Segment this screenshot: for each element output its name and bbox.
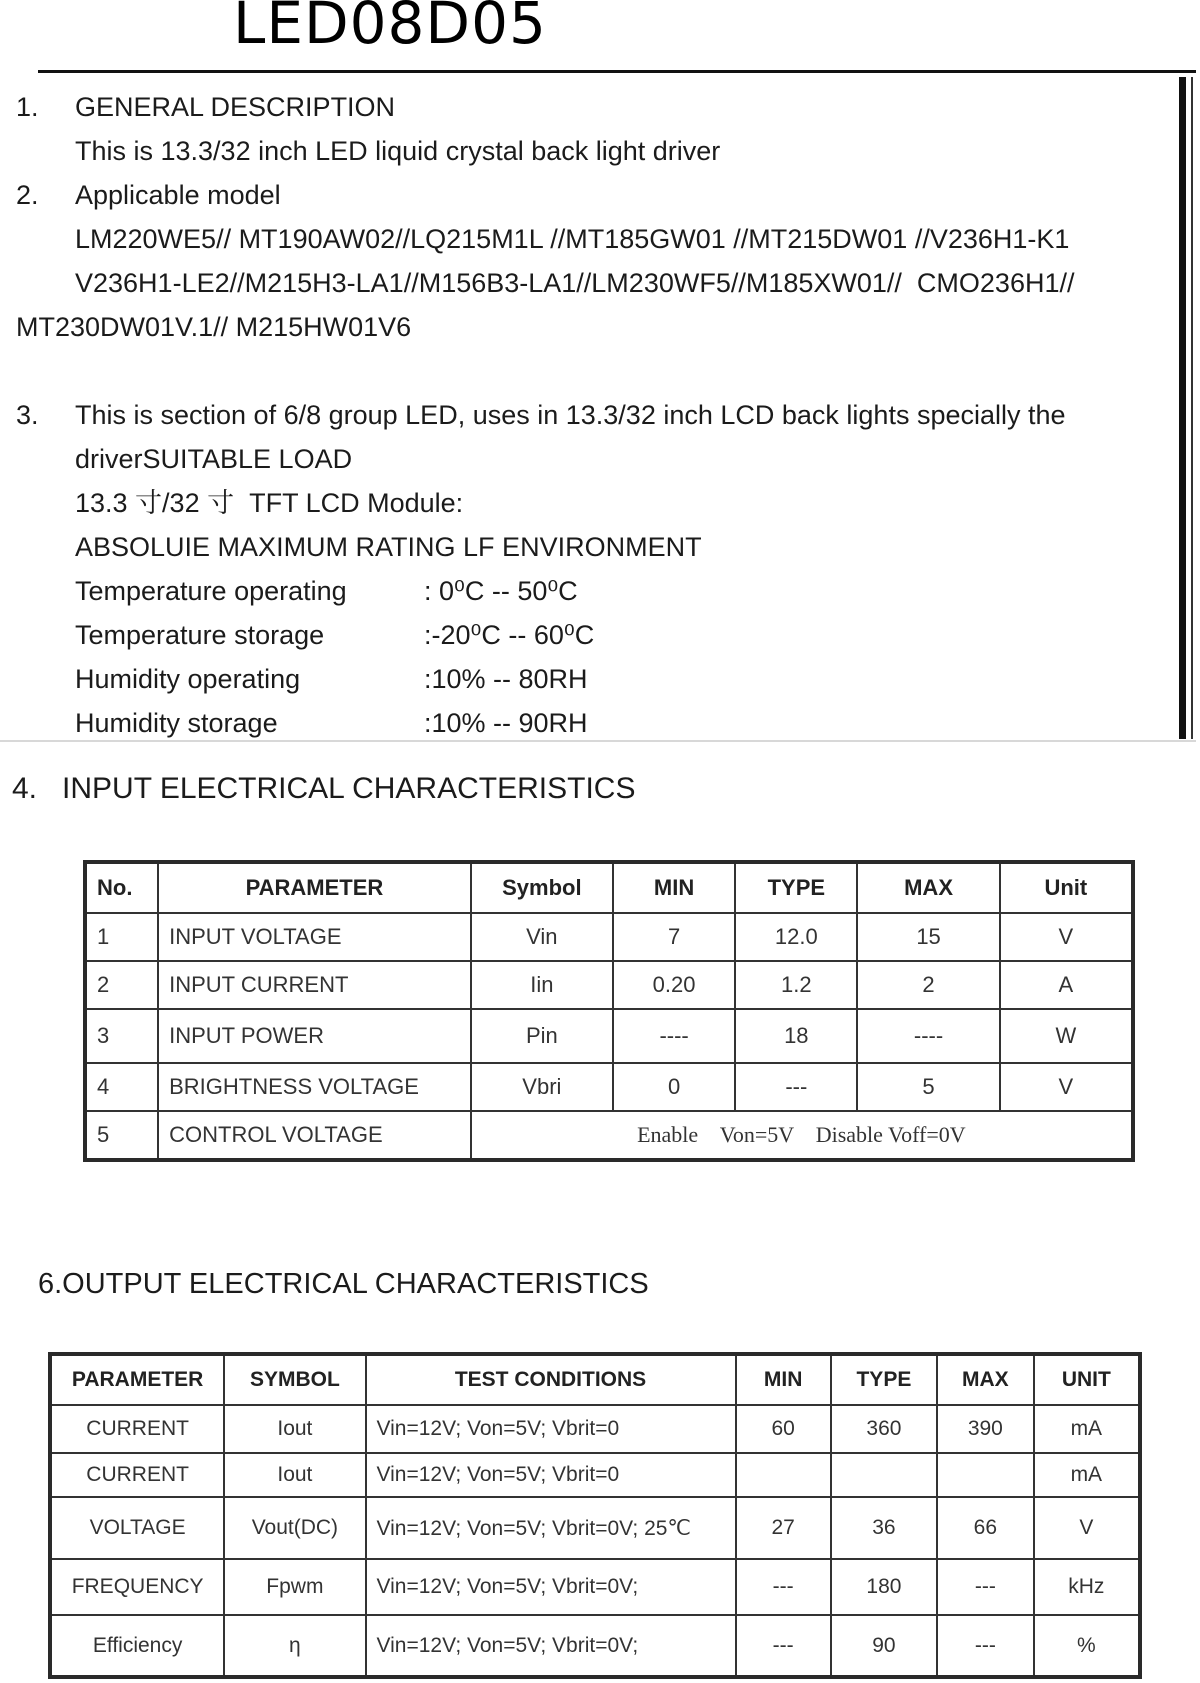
env-value-temp-operating: : 0⁰C -- 50⁰C: [424, 576, 578, 606]
section-3-line-3: 13.3 寸/32 寸 TFT LCD Module:: [75, 488, 464, 518]
input-header-min: MIN: [613, 862, 735, 913]
output-cell: 60: [736, 1405, 831, 1453]
output-cell: mA: [1034, 1453, 1140, 1497]
section-3-number: 3.: [16, 400, 39, 430]
input-header-type: TYPE: [735, 862, 857, 913]
input-cell: ---: [735, 1063, 857, 1111]
input-cell: 1.2: [735, 961, 857, 1009]
output-header-unit: UNIT: [1034, 1354, 1140, 1405]
section-4-heading: 4. INPUT ELECTRICAL CHARACTERISTICS: [12, 772, 636, 805]
output-cell: %: [1034, 1615, 1140, 1677]
input-cell: Pin: [471, 1009, 613, 1063]
section-1-heading: GENERAL DESCRIPTION: [75, 92, 396, 122]
output-cell: η: [224, 1615, 365, 1677]
output-cell: [831, 1453, 937, 1497]
output-cell: mA: [1034, 1405, 1140, 1453]
section-3-line-2: driverSUITABLE LOAD: [75, 444, 353, 474]
title-rule: [38, 70, 1196, 73]
output-cell: Iout: [224, 1405, 365, 1453]
output-cell: 36: [831, 1497, 937, 1559]
output-characteristics-table: [48, 1352, 1142, 1679]
table-row: [85, 1063, 1133, 1111]
output-header-symbol: SYMBOL: [224, 1354, 365, 1405]
output-cell: [736, 1453, 831, 1497]
right-border-line: [1191, 77, 1193, 739]
table-row: [50, 1453, 1140, 1497]
input-header-unit: Unit: [1000, 862, 1133, 913]
input-cell: V: [1000, 1063, 1133, 1111]
input-header-parameter: PARAMETER: [158, 862, 471, 913]
input-cell: INPUT CURRENT: [158, 961, 471, 1009]
output-cell: Fpwm: [224, 1559, 365, 1615]
section-2-number: 2.: [16, 180, 39, 210]
output-cell: 390: [937, 1405, 1034, 1453]
output-header-test-conditions: TEST CONDITIONS: [366, 1354, 736, 1405]
env-label-humidity-operating: Humidity operating: [75, 664, 301, 694]
env-value-humidity-operating: :10% -- 80RH: [424, 664, 588, 694]
output-cell: kHz: [1034, 1559, 1140, 1615]
table-row: [50, 1559, 1140, 1615]
input-cell: 3: [85, 1009, 158, 1063]
table-row: [85, 913, 1133, 961]
output-cell: 360: [831, 1405, 937, 1453]
output-cell: 90: [831, 1615, 937, 1677]
output-cell: 180: [831, 1559, 937, 1615]
input-cell: A: [1000, 961, 1133, 1009]
input-cell: 15: [857, 913, 999, 961]
input-cell: Iin: [471, 961, 613, 1009]
input-cell: 7: [613, 913, 735, 961]
section-1-number: 1.: [16, 92, 39, 122]
input-cell: Vin: [471, 913, 613, 961]
output-cell: 27: [736, 1497, 831, 1559]
input-header-no: No.: [85, 862, 158, 913]
output-cell: CURRENT: [50, 1453, 224, 1497]
input-cell: 4: [85, 1063, 158, 1111]
input-header-symbol: Symbol: [471, 862, 613, 913]
output-cell: ---: [937, 1559, 1034, 1615]
table-row: [50, 1405, 1140, 1453]
input-cell: 0: [613, 1063, 735, 1111]
table-row: [85, 1111, 1133, 1160]
input-cell: 18: [735, 1009, 857, 1063]
env-value-humidity-storage: :10% -- 90RH: [424, 708, 588, 738]
document-title: LED08D05: [233, 0, 547, 57]
output-cell: ---: [937, 1615, 1034, 1677]
output-cell: ---: [736, 1615, 831, 1677]
output-cell: VOLTAGE: [50, 1497, 224, 1559]
table-row: [50, 1497, 1140, 1559]
input-cell: CONTROL VOLTAGE: [158, 1111, 471, 1160]
section-2-heading: Applicable model: [75, 180, 281, 210]
input-cell: 5: [85, 1111, 158, 1160]
input-cell: Vbri: [471, 1063, 613, 1111]
input-cell: 5: [857, 1063, 999, 1111]
page-separator: [0, 740, 1196, 742]
input-cell: 2: [857, 961, 999, 1009]
control-voltage-cell: Enable Von=5V Disable Voff=0V: [471, 1111, 1133, 1160]
section-3-line-1: This is section of 6/8 group LED, uses in 13.3/32 inch LCD back lights specially the: [75, 400, 1066, 430]
output-cell: Vin=12V; Von=5V; Vbrit=0V;: [366, 1559, 736, 1615]
table-row: [85, 961, 1133, 1009]
section-3-line-4: ABSOLUIE MAXIMUM RATING LF ENVIRONMENT: [75, 532, 702, 562]
output-cell: 66: [937, 1497, 1034, 1559]
input-table-header-row: [85, 862, 1133, 913]
input-cell: 12.0: [735, 913, 857, 961]
input-cell: 0.20: [613, 961, 735, 1009]
output-cell: V: [1034, 1497, 1140, 1559]
input-cell: W: [1000, 1009, 1133, 1063]
input-cell: INPUT POWER: [158, 1009, 471, 1063]
output-header-max: MAX: [937, 1354, 1034, 1405]
env-label-temp-storage: Temperature storage: [75, 620, 325, 650]
input-cell: 1: [85, 913, 158, 961]
output-cell: Efficiency: [50, 1615, 224, 1677]
output-cell: Iout: [224, 1453, 365, 1497]
input-cell: 2: [85, 961, 158, 1009]
section-1-text: This is 13.3/32 inch LED liquid crystal back light driver: [75, 136, 721, 166]
model-list-line-1: LM220WE5// MT190AW02//LQ215M1L //MT185GW01 //MT215DW01 //V236H1-K1: [75, 224, 1070, 254]
input-cell: INPUT VOLTAGE: [158, 913, 471, 961]
input-cell: BRIGHTNESS VOLTAGE: [158, 1063, 471, 1111]
env-label-temp-operating: Temperature operating: [75, 576, 347, 606]
right-border-bar: [1179, 77, 1186, 739]
table-row: [85, 1009, 1133, 1063]
model-list-line-3: MT230DW01V.1// M215HW01V6: [16, 312, 412, 342]
output-cell: Vout(DC): [224, 1497, 365, 1559]
output-header-min: MIN: [736, 1354, 831, 1405]
output-cell: [937, 1453, 1034, 1497]
output-cell: Vin=12V; Von=5V; Vbrit=0: [366, 1453, 736, 1497]
output-table-header-row: [50, 1354, 1140, 1405]
env-label-humidity-storage: Humidity storage: [75, 708, 278, 738]
input-characteristics-table: [83, 860, 1135, 1162]
table-row: [50, 1615, 1140, 1677]
input-header-max: MAX: [857, 862, 999, 913]
input-cell: ----: [613, 1009, 735, 1063]
model-list-line-2: V236H1-LE2//M215H3-LA1//M156B3-LA1//LM230WF5//M185XW01// CMO236H1//: [75, 268, 1075, 298]
output-cell: Vin=12V; Von=5V; Vbrit=0V; 25℃: [366, 1497, 736, 1559]
output-cell: ---: [736, 1559, 831, 1615]
output-header-type: TYPE: [831, 1354, 937, 1405]
output-cell: CURRENT: [50, 1405, 224, 1453]
input-cell: ----: [857, 1009, 999, 1063]
output-header-parameter: PARAMETER: [50, 1354, 224, 1405]
output-cell: Vin=12V; Von=5V; Vbrit=0V;: [366, 1615, 736, 1677]
output-cell: Vin=12V; Von=5V; Vbrit=0: [366, 1405, 736, 1453]
env-value-temp-storage: :-20⁰C -- 60⁰C: [424, 620, 595, 650]
input-cell: V: [1000, 913, 1133, 961]
output-cell: FREQUENCY: [50, 1559, 224, 1615]
section-6-heading: 6.OUTPUT ELECTRICAL CHARACTERISTICS: [38, 1268, 649, 1300]
